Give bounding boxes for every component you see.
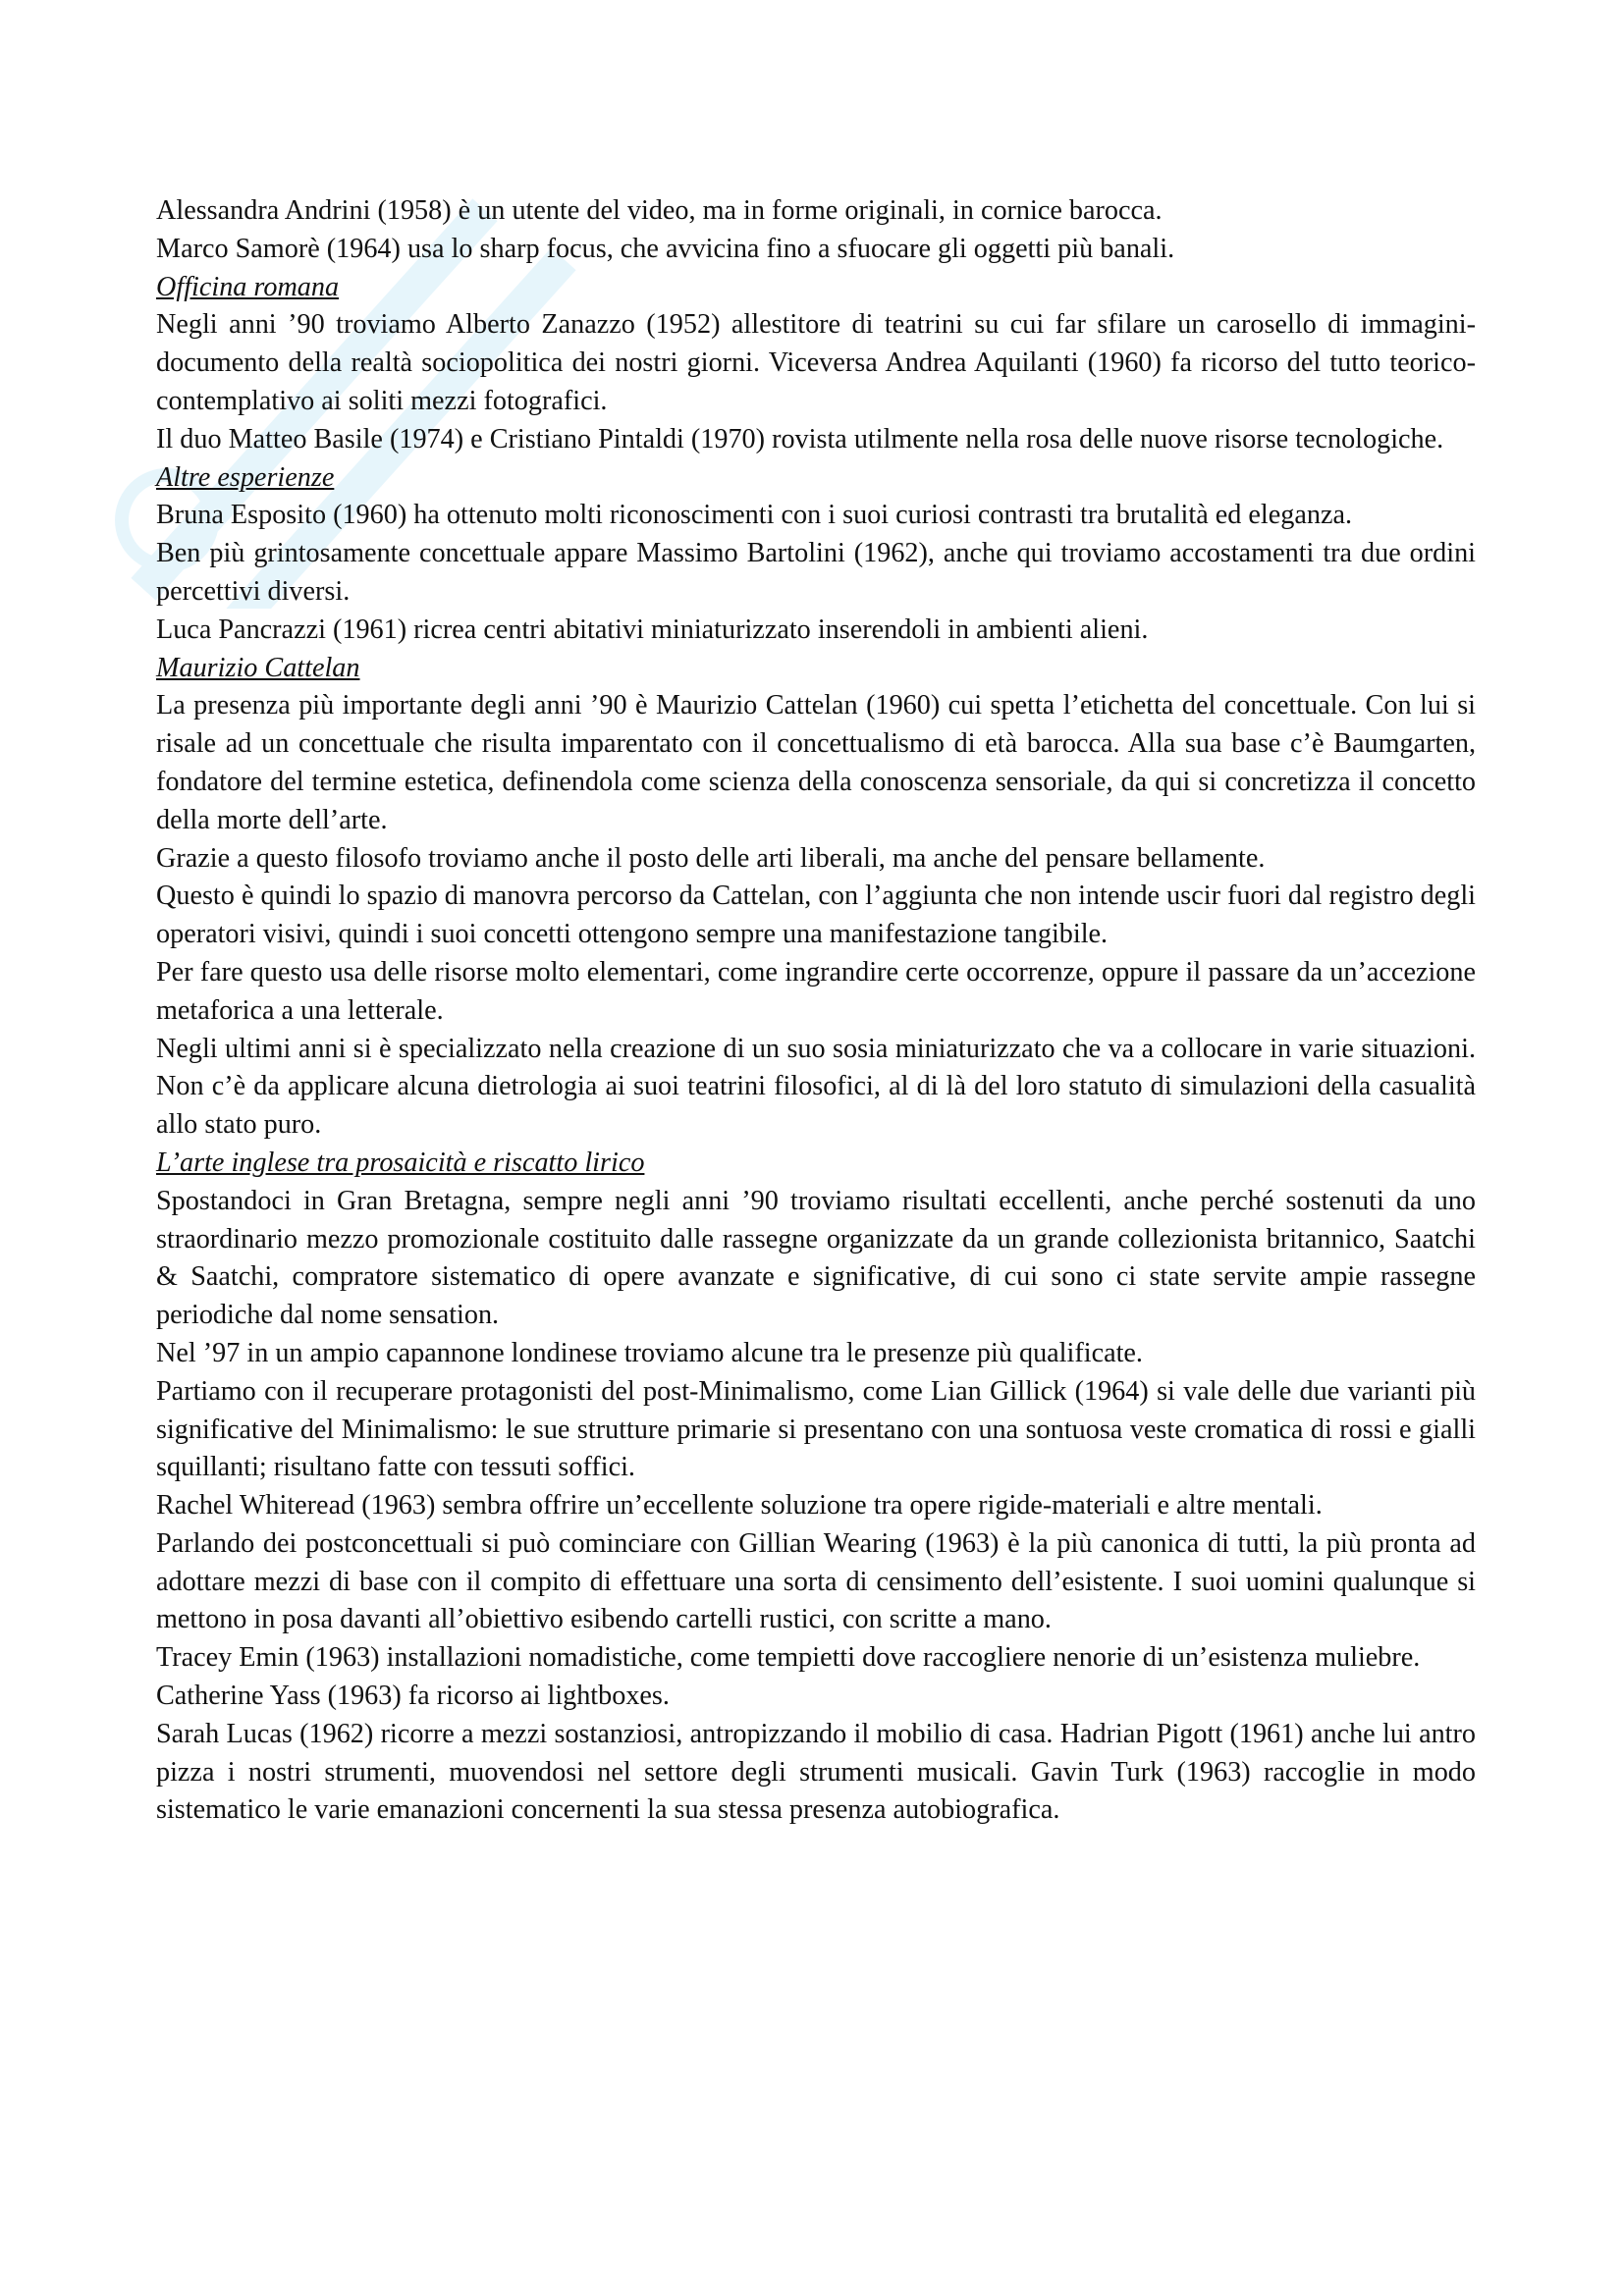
paragraph-cattelan-sosia: Negli ultimi anni si è specializzato nella creazione di un suo sosia miniaturizzato che va a collocare in varie situazioni. Non c’è da applicare alcuna dietrologia ai suoi teatrini filosofici, al di là del loro statuto di simulazioni della casualità allo stato puro. <box>156 1033 1476 1141</box>
paragraph-yass: Catherine Yass (1963) fa ricorso ai lightboxes. <box>156 1681 670 1712</box>
section-heading-arte-inglese: L’arte inglese tra prosaicità e riscatto lirico <box>156 1147 645 1178</box>
paragraph-lucas-pigott-turk: Sarah Lucas (1962) ricorre a mezzi sostanziosi, antropizzando il mobilio di casa. Hadrian Pigott (1961) anche lui antro pizza i nostri strumenti, muovendosi nel settore degli strumenti musicali. Gavin Turk (1963) raccoglie in modo sistematico le varie emanazioni concernenti la sua stessa presenza autobiografica. <box>156 1718 1476 1826</box>
paragraph-zanazzo: Negli anni ’90 troviamo Alberto Zanazzo (1952) allestitore di teatrini su cui far sfilare un carosello di immagini-documento della realtà sociopolitica dei nostri giorni. Viceversa Andrea Aquilanti (1960) fa ricorso del tutto teorico-contemplativo ai soliti mezzi fotografici. <box>156 309 1476 416</box>
paragraph-basile-pintaldi: Il duo Matteo Basile (1974) e Cristiano Pintaldi (1970) rovista utilmente nella rosa delle nuove risorse tecnologiche. <box>156 423 1444 454</box>
paragraph-esposito: Bruna Esposito (1960) ha ottenuto molti riconoscimenti con i suoi curiosi contrasti tra brutalità ed eleganza. <box>156 500 1353 531</box>
paragraph-cattelan-manovra: Questo è quindi lo spazio di manovra percorso da Cattelan, con l’aggiunta che non intende uscir fuori dal registro degli operatori visivi, quindi i suoi concetti ottengono sempre una manifestazione tangibile. <box>156 881 1476 950</box>
paragraph-emin: Tracey Emin (1963) installazioni nomadistiche, come tempietti dove raccogliere nenorie di un’esistenza muliebre. <box>156 1642 1421 1674</box>
paragraph-pancrazzi: Luca Pancrazzi (1961) ricrea centri abitativi miniaturizzato inserendoli in ambienti alieni. <box>156 614 1149 645</box>
document-page <box>156 192 1476 1830</box>
paragraph-gillick: Partiamo con il recuperare protagonisti del post-Minimalismo, come Lian Gillick (1964) si vale delle due varianti più significative del Minimalismo: le sue strutture primarie si presentano con una sontuosa veste cromatica di rossi e gialli squillanti; risultano fatte con tessuti soffici. <box>156 1375 1476 1483</box>
paragraph-andrini: Alessandra Andrini (1958) è un utente del video, ma in forme originali, in cornice barocca. <box>156 195 1163 226</box>
paragraph-bartolini: Ben più grintosamente concettuale appare Massimo Bartolini (1962), anche qui troviamo accostamenti tra due ordini percettivi diversi. <box>156 538 1476 607</box>
paragraph-gran-bretagna: Spostandoci in Gran Bretagna, sempre negli anni ’90 troviamo risultati eccellenti, anche perché sostenuti da uno straordinario mezzo promozionale costituito dalle rassegne organizzate da un grande collezionista britannico, Saatchi & Saatchi, compratore sistematico di opere avanzate e significative, di cui sono ci state servite ampie rassegne periodiche dal nome sensation. <box>156 1185 1476 1331</box>
paragraph-whiteread: Rachel Whiteread (1963) sembra offrire un’eccellente soluzione tra opere rigide-materiali e altre mentali. <box>156 1490 1323 1522</box>
paragraph-samore: Marco Samorè (1964) usa lo sharp focus, che avvicina fino a sfuocare gli oggetti più banali. <box>156 233 1175 264</box>
paragraph-cattelan-intro: La presenza più importante degli anni ’90 è Maurizio Cattelan (1960) cui spetta l’etichetta del concettuale. Con lui si risale ad un concettuale che risulta imparentato con il concettualismo di età barocca. Alla sua base c’è Baumgarten, fondatore del termine estetica, definendola come scienza della conoscenza sensoriale, da qui si concretizza il concetto della morte dell’arte. <box>156 690 1476 835</box>
section-heading-officina-romana: Officina romana <box>156 271 340 302</box>
section-heading-altre-esperienze: Altre esperienze <box>156 461 335 493</box>
paragraph-capannone: Nel ’97 in un ampio capannone londinese troviamo alcune tra le presenze più qualificate. <box>156 1337 1143 1368</box>
paragraph-cattelan-risorse: Per fare questo usa delle risorse molto elementari, come ingrandire certe occorrenze, oppure il passare da un’accezione metaforica a una letterale. <box>156 956 1476 1026</box>
section-heading-maurizio-cattelan: Maurizio Cattelan <box>156 652 360 683</box>
paragraph-wearing: Parlando dei postconcettuali si può cominciare con Gillian Wearing (1963) è la più canonica di tutti, la più pronta ad adottare mezzi di base con il compito di effettuare una sorta di censimento dell’esistente. I suoi uomini qualunque si mettono in posa davanti all’obiettivo esibendo cartelli rustici, con scritte a mano. <box>156 1527 1476 1635</box>
paragraph-cattelan-filosofo: Grazie a questo filosofo troviamo anche il posto delle arti liberali, ma anche del pensare bellamente. <box>156 842 1266 874</box>
